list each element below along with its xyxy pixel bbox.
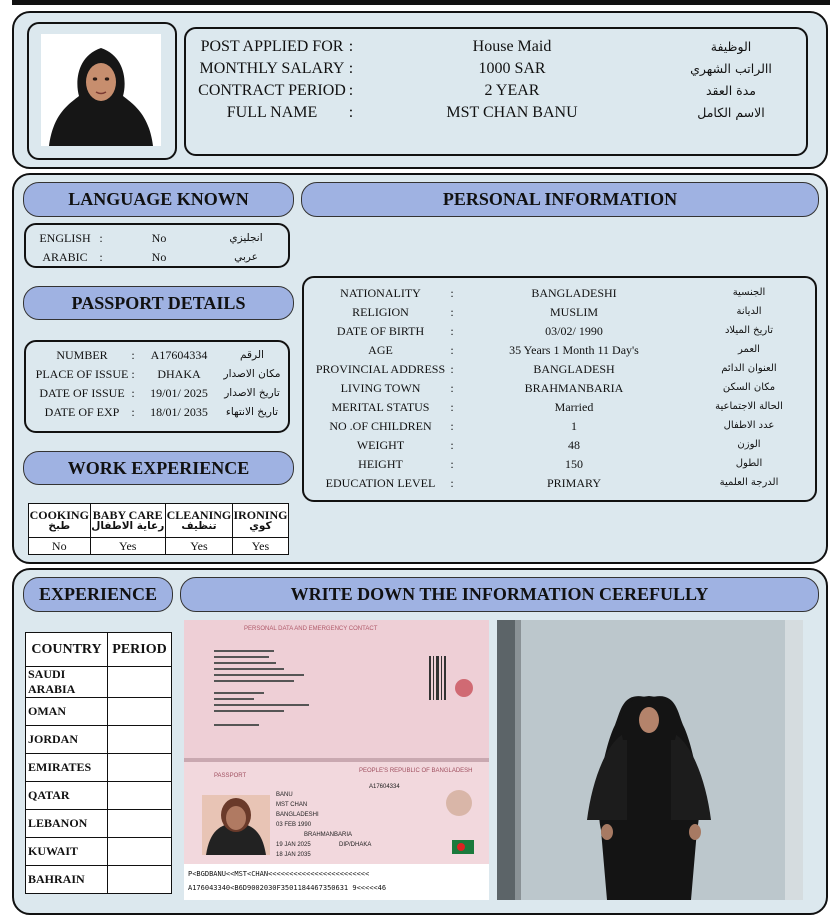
personal-label: RELIGION — [352, 305, 409, 319]
job-label: MONTHLY SALARY — [199, 60, 345, 77]
personal-colon: : — [450, 438, 454, 452]
scan-given-name: MST CHAN — [276, 802, 308, 808]
experience-table — [25, 632, 172, 894]
job-label: CONTRACT PERIOD — [198, 82, 346, 99]
passport-label-ar: مكان الاصدار — [223, 368, 281, 380]
job-info-box — [184, 27, 808, 156]
experience-row — [26, 782, 172, 810]
job-value: House Maid — [472, 38, 552, 55]
passport-label: DATE OF ISSUE — [39, 386, 125, 400]
personal-colon: : — [450, 305, 454, 319]
personal-label-ar: العنوان الدائم — [721, 363, 777, 374]
passport-label: NUMBER — [56, 348, 108, 362]
passport-label-ar: تاريخ الاصدار — [224, 387, 280, 399]
passport-value: 18/01/ 2035 — [150, 405, 208, 419]
personal-label-ar: مكان السكن — [722, 382, 776, 393]
passport-value: DHAKA — [157, 367, 201, 381]
work-col-label: IRONING — [233, 507, 288, 522]
personal-row — [304, 398, 815, 416]
personal-label-ar: الدرجة العلمية — [719, 477, 779, 488]
personal-value: 150 — [565, 457, 583, 471]
personal-label: AGE — [368, 343, 393, 357]
personal-colon: : — [450, 457, 454, 471]
personal-row — [304, 341, 815, 359]
passport-colon: : — [131, 367, 135, 381]
personal-label-ar: تاريخ الميلاد — [724, 325, 774, 336]
language-label: ARABIC — [42, 250, 88, 264]
experience-period-cell[interactable] — [108, 838, 172, 866]
work-experience-table — [28, 503, 289, 555]
passport-value: 19/01/ 2025 — [150, 386, 208, 400]
experience-period-cell[interactable] — [108, 667, 172, 698]
experience-row — [26, 754, 172, 782]
scan-top-header: PERSONAL DATA AND EMERGENCY CONTACT — [244, 626, 378, 632]
personal-info-header: PERSONAL INFORMATION — [301, 182, 819, 217]
language-row — [26, 230, 288, 247]
experience-period-cell[interactable] — [108, 726, 172, 754]
scan-surname: BANU — [276, 792, 293, 798]
experience-period-cell[interactable] — [108, 698, 172, 726]
personal-label-ar: الحالة الاجتماعية — [715, 401, 783, 412]
personal-label-ar: الديانة — [736, 306, 762, 317]
job-label-ar: الوظيفة — [710, 39, 752, 54]
personal-label: PROVINCIAL ADDRESS — [315, 362, 446, 376]
scan-birth-place: BRAHMANBARIA — [304, 832, 353, 838]
personal-label: EDUCATION LEVEL — [325, 476, 436, 490]
personal-row — [304, 284, 815, 302]
work-col-label-ar: طبخ — [48, 520, 71, 533]
passport-value: A17604334 — [150, 348, 208, 362]
experience-country: JORDAN — [26, 726, 108, 754]
passport-label-ar: تاريخ الانتهاء — [225, 406, 279, 418]
scan-mrz-line-2: A176043340<B6D9002030F3501184467350631 9<<<<<46 — [188, 884, 387, 892]
scan-mrz-line-1: P<BGDBANU<<MST<CHAN<<<<<<<<<<<<<<<<<<<<<<<< — [188, 870, 370, 878]
scan-dob: 03 FEB 1990 — [276, 822, 312, 828]
experience-country: QATAR — [26, 782, 108, 810]
experience-period-cell[interactable] — [108, 782, 172, 810]
personal-value: BANGLADESH — [533, 362, 615, 376]
passport-colon: : — [131, 386, 135, 400]
language-colon: : — [99, 250, 103, 264]
language-label-ar: عربي — [234, 251, 258, 263]
personal-colon: : — [450, 324, 454, 338]
work-col-label-ar: تنظيف — [181, 520, 217, 533]
scan-expiry-date: 18 JAN 2035 — [276, 852, 311, 858]
personal-label: NO .OF CHILDREN — [329, 419, 432, 433]
personal-label-ar: العمر — [738, 344, 760, 355]
personal-label: WEIGHT — [356, 438, 405, 452]
language-value: No — [151, 231, 167, 245]
personal-row — [304, 417, 815, 435]
personal-label-ar: الطول — [735, 458, 763, 469]
candidate-photo — [41, 34, 161, 146]
passport-row — [26, 347, 288, 364]
job-label-ar: االراتب الشهري — [690, 61, 772, 76]
experience-row — [26, 866, 172, 894]
job-label: POST APPLIED FOR — [200, 38, 344, 55]
job-row — [186, 80, 806, 102]
job-colon: : — [348, 104, 354, 121]
experience-country: SAUDI ARABIA — [26, 667, 108, 698]
experience-row — [26, 810, 172, 838]
personal-value: 35 Years 1 Month 11 Day's — [509, 343, 639, 357]
personal-row — [304, 322, 815, 340]
work-col-ironing — [232, 504, 288, 538]
work-col-baby-care — [90, 504, 165, 538]
personal-label: HEIGHT — [358, 457, 403, 471]
top-bar — [12, 0, 830, 5]
scan-nationality: BANGLADESHI — [276, 812, 319, 818]
language-colon: : — [99, 231, 103, 245]
job-colon: : — [348, 38, 354, 55]
personal-value: BANGLADESHI — [531, 286, 617, 300]
work-col-label: COOKING — [29, 507, 89, 522]
job-colon: : — [348, 82, 354, 99]
work-col-label: CLEANING — [166, 507, 232, 522]
experience-country: BAHRAIN — [26, 866, 108, 894]
personal-colon: : — [450, 476, 454, 490]
personal-label: DATE OF BIRTH — [336, 324, 425, 338]
personal-value: 1 — [571, 419, 577, 433]
job-label-ar: الاسم الكامل — [697, 105, 765, 120]
work-value-cleaning: Yes — [165, 538, 232, 555]
passport-label: DATE OF EXP — [44, 405, 120, 419]
personal-row — [304, 360, 815, 378]
experience-row — [26, 667, 172, 698]
passport-scan-image — [184, 620, 489, 900]
personal-value: BRAHMANBARIA — [524, 381, 624, 395]
scan-page-header: PEOPLE'S REPUBLIC OF BANGLADESH — [359, 768, 473, 774]
experience-row — [26, 698, 172, 726]
personal-value: Married — [554, 400, 594, 414]
experience-period-cell[interactable] — [108, 810, 172, 838]
personal-row — [304, 303, 815, 321]
experience-country: EMIRATES — [26, 754, 108, 782]
work-experience-header: WORK EXPERIENCE — [23, 451, 294, 485]
passport-row — [26, 385, 288, 402]
language-row — [26, 249, 288, 266]
personal-row — [304, 474, 815, 492]
work-value-cooking: No — [29, 538, 91, 555]
period-column-header: PERIOD — [108, 633, 172, 667]
passport-row — [26, 366, 288, 383]
work-value-ironing: Yes — [232, 538, 288, 555]
work-col-label-ar: كوي — [249, 520, 272, 533]
scan-passport-number: A17604334 — [369, 784, 400, 790]
personal-colon: : — [450, 419, 454, 433]
personal-label-ar: الوزن — [737, 439, 761, 450]
job-label-ar: مدة العقد — [706, 83, 756, 98]
personal-colon: : — [450, 343, 454, 357]
experience-period-cell[interactable] — [108, 866, 172, 894]
personal-colon: : — [450, 381, 454, 395]
experience-row — [26, 726, 172, 754]
language-label-ar: انجليزي — [229, 232, 263, 244]
language-box — [24, 223, 290, 268]
experience-country: LEBANON — [26, 810, 108, 838]
work-value-baby-care: Yes — [90, 538, 165, 555]
experience-row — [26, 838, 172, 866]
job-row — [186, 102, 806, 124]
job-value: 1000 SAR — [478, 60, 546, 77]
work-col-label-ar: رعاية الاطفال — [91, 520, 165, 533]
language-header: LANGUAGE KNOWN — [23, 182, 294, 217]
personal-label-ar: الجنسية — [732, 287, 766, 298]
job-label: FULL NAME — [226, 104, 318, 121]
passport-colon: : — [131, 348, 135, 362]
personal-colon: : — [450, 362, 454, 376]
job-value: 2 YEAR — [484, 82, 540, 99]
personal-label: MERITAL STATUS — [331, 400, 430, 414]
personal-label: NATIONALITY — [340, 286, 421, 300]
job-row — [186, 58, 806, 80]
scan-authority: DIP/DHAKA — [339, 842, 372, 848]
personal-label: LIVING TOWN — [340, 381, 421, 395]
language-label: ENGLISH — [39, 231, 91, 245]
photo-frame — [27, 22, 177, 160]
personal-info-box — [302, 276, 817, 502]
personal-row — [304, 379, 815, 397]
passport-box — [24, 340, 290, 433]
experience-country: OMAN — [26, 698, 108, 726]
passport-label-ar: الرقم — [240, 349, 264, 361]
instruction-banner: WRITE DOWN THE INFORMATION CEREFULLY — [180, 577, 819, 612]
personal-colon: : — [450, 400, 454, 414]
personal-colon: : — [450, 286, 454, 300]
personal-value: PRIMARY — [546, 476, 602, 490]
job-value: MST CHAN BANU — [446, 104, 578, 121]
personal-row — [304, 436, 815, 454]
personal-value: MUSLIM — [549, 305, 598, 319]
full-length-photo — [497, 620, 803, 900]
passport-colon: : — [131, 405, 135, 419]
work-col-label: BABY CARE — [92, 507, 163, 522]
personal-value: 03/02/ 1990 — [545, 324, 603, 338]
passport-row — [26, 404, 288, 421]
personal-value: 48 — [568, 438, 580, 452]
experience-header: EXPERIENCE — [23, 577, 173, 612]
scan-doc-word: PASSPORT — [214, 773, 247, 779]
job-colon: : — [348, 60, 354, 77]
work-col-cooking — [29, 504, 91, 538]
personal-row — [304, 455, 815, 473]
experience-country: KUWAIT — [26, 838, 108, 866]
personal-label-ar: عدد الاطفال — [723, 420, 775, 431]
language-value: No — [151, 250, 167, 264]
country-column-header: COUNTRY — [26, 633, 108, 667]
passport-label: PLACE OF ISSUE — [35, 367, 129, 381]
passport-header: PASSPORT DETAILS — [23, 286, 294, 320]
experience-period-cell[interactable] — [108, 754, 172, 782]
work-col-cleaning — [165, 504, 232, 538]
scan-issue-date: 19 JAN 2025 — [276, 842, 311, 848]
job-row — [186, 36, 806, 58]
